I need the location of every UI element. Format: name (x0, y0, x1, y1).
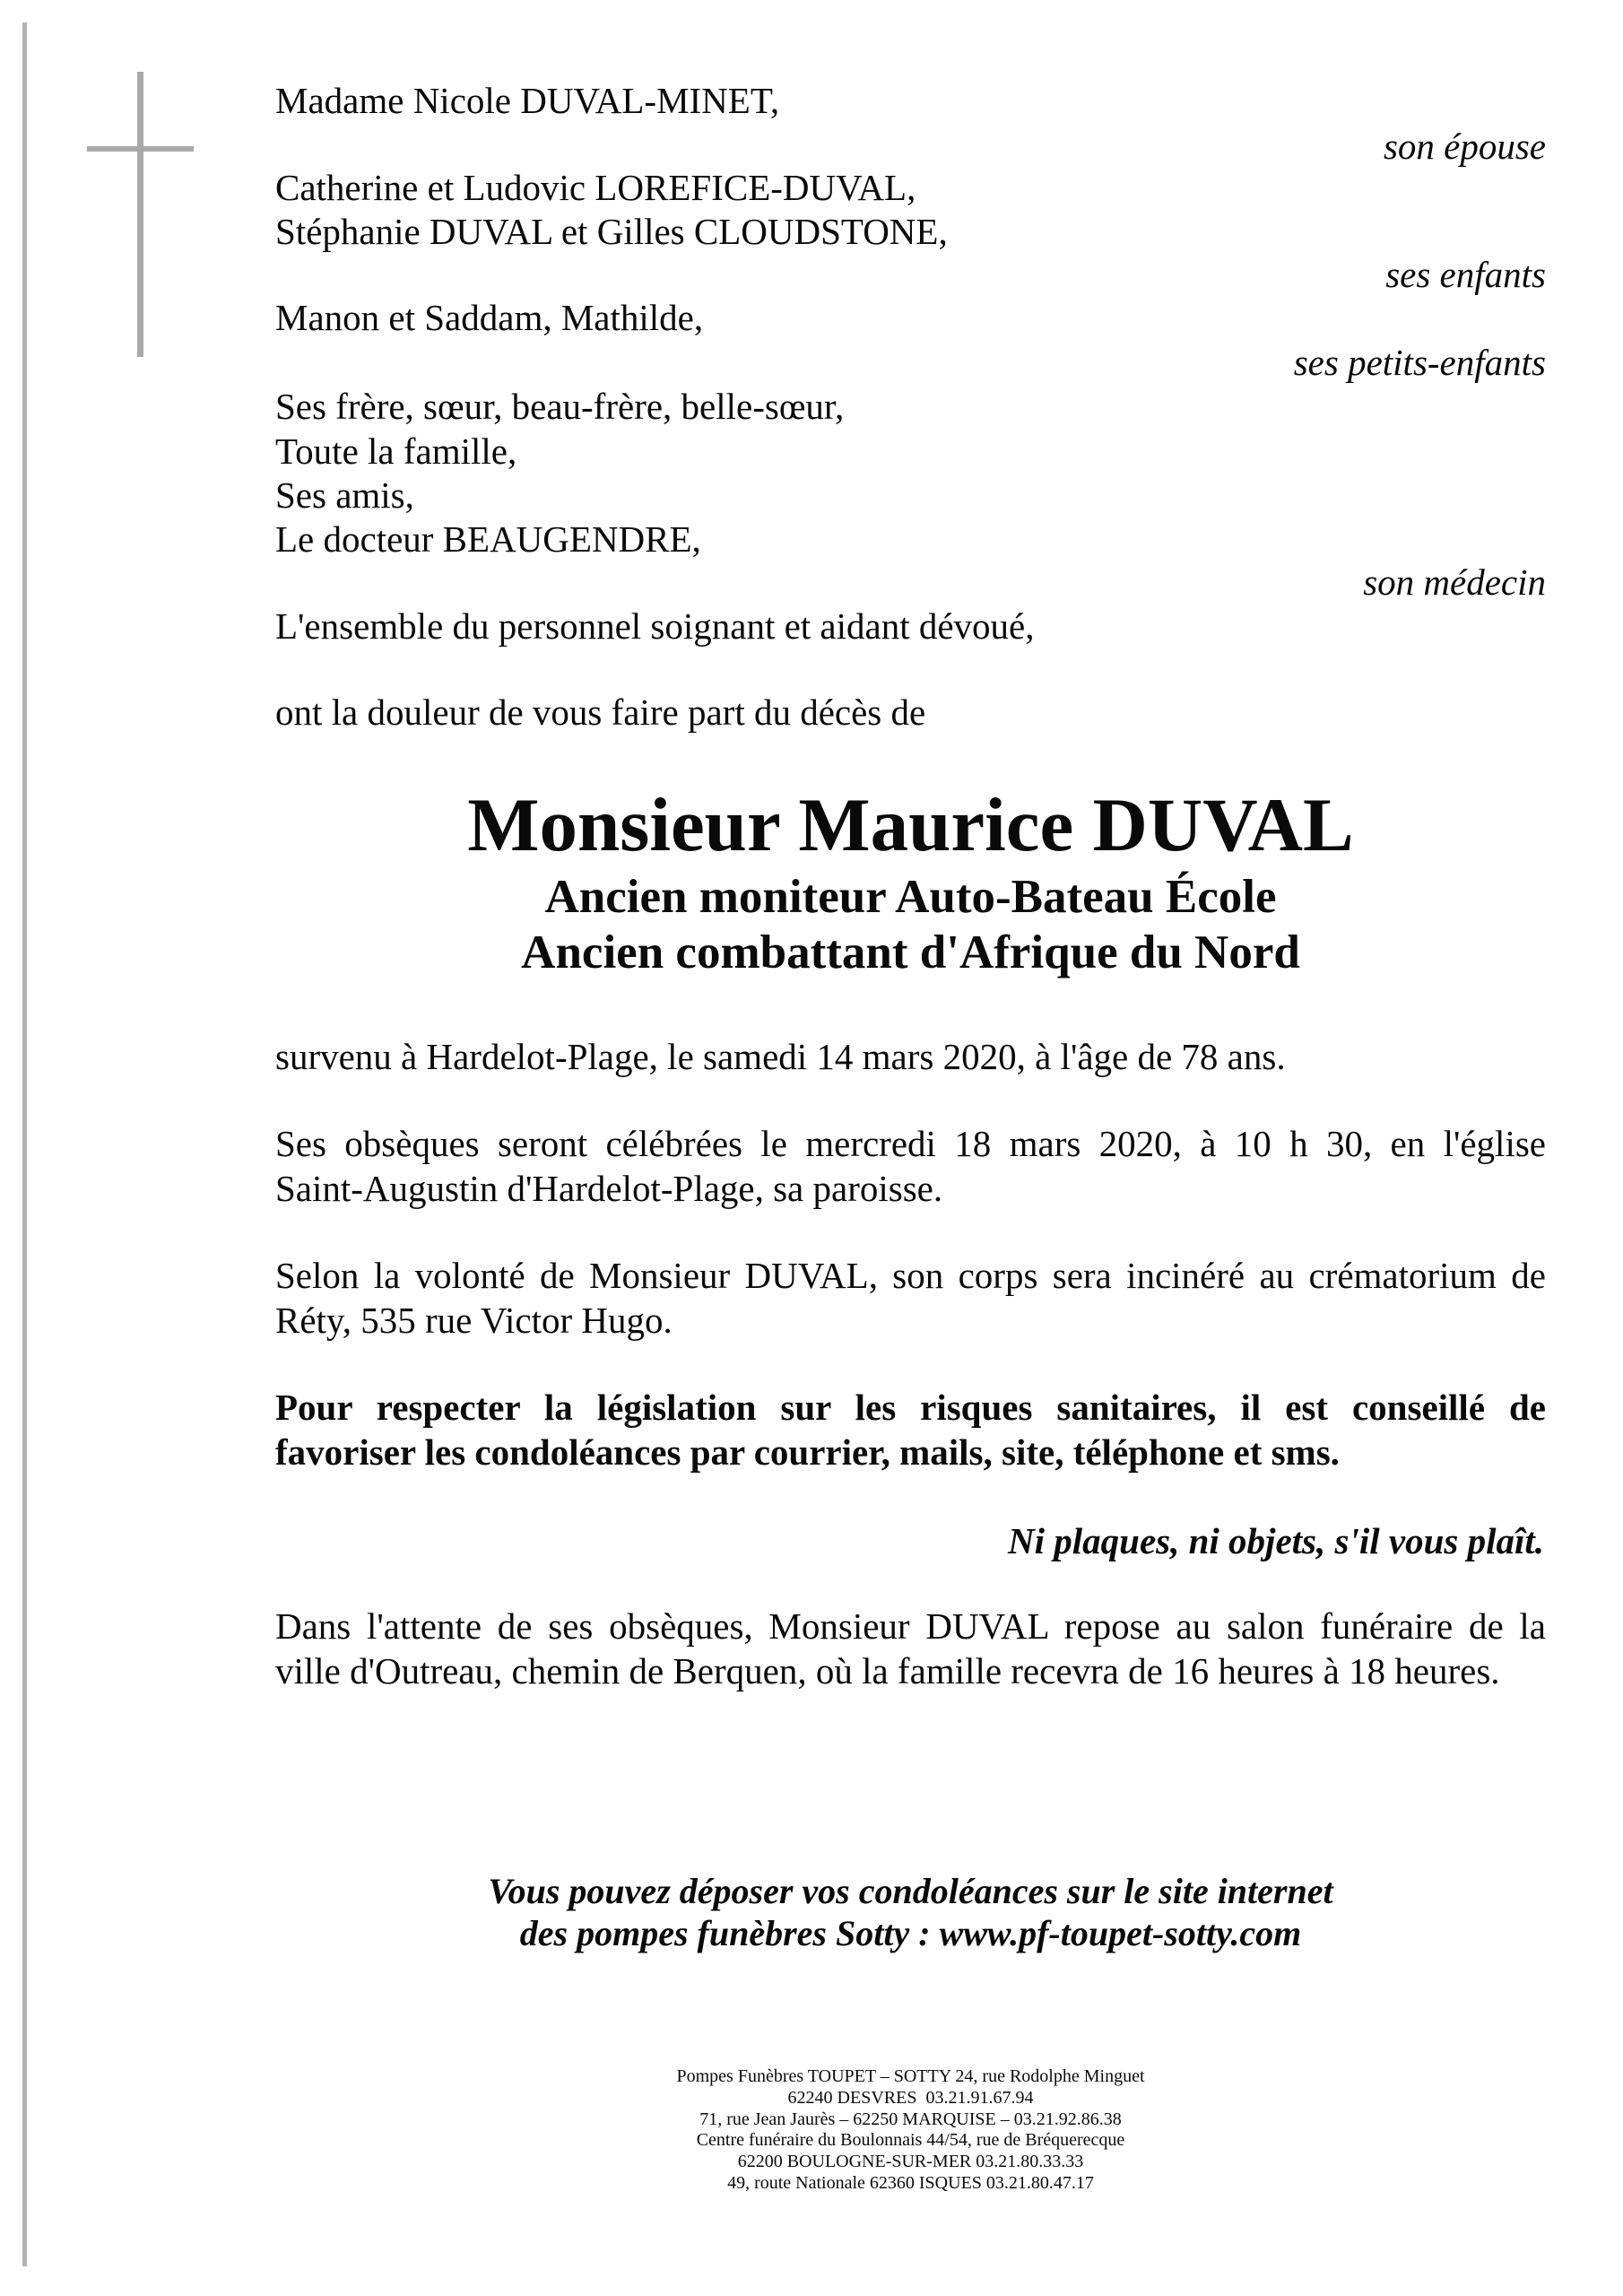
footer-line: 62200 BOULOGNE-SUR-MER 03.21.80.33.33 (737, 2152, 1084, 2172)
family-member-line: Madame Nicole DUVAL-MINET, (275, 80, 780, 121)
footer-line: 71, rue Jean Jaurès – 62250 MARQUISE – 03.21.92.86.38 (699, 2109, 1122, 2129)
family-member-line: Ses frère, sœur, beau-frère, belle-sœur, (275, 386, 845, 427)
funeral-home-footer (275, 2066, 1546, 2195)
footer-line: 49, route Nationale 62360 ISQUES 03.21.80.47.17 (727, 2172, 1094, 2193)
funeral-paragraph (275, 1122, 1546, 1211)
footer-line: 62240 DESVRES 03.21.91.67.94 (787, 2087, 1034, 2108)
margin-rule (22, 22, 27, 2266)
cross-horizontal-bar (87, 146, 194, 152)
family-member-line: Le docteur BEAUGENDRE, (275, 518, 701, 560)
deceased-name: Monsieur Maurice DUVAL (467, 783, 1354, 867)
paragraph-line: Ses obsèques seront célébrées le mercredi 18 mars 2020, à 10 h 30, en l'église (275, 1123, 1546, 1164)
condolences-notice (275, 1870, 1546, 1954)
family-member-line: Toute la famille, (275, 430, 517, 472)
cross-vertical-bar (137, 72, 143, 357)
relation-label: son médecin (1363, 561, 1546, 603)
family-member-line: L'ensemble du personnel soignant et aidant dévoué, (275, 605, 1035, 647)
announcement-text: ont la douleur de vous faire part du décès de (275, 691, 926, 733)
condolences-line: Vous pouvez déposer vos condoléances sur le site internet (488, 1871, 1333, 1911)
paragraph-line: Selon la volonté de Monsieur DUVAL, son corps sera incinéré au crématorium de (275, 1255, 1546, 1296)
paragraph-line: survenu à Hardelot-Plage, le samedi 14 mars 2020, à l'âge de 78 ans. (275, 1036, 1286, 1077)
cremation-paragraph (275, 1254, 1546, 1343)
paragraph-line: Réty, 535 rue Victor Hugo. (275, 1299, 673, 1341)
paragraph-line: favoriser les condoléances par courrier, mails, site, téléphone et sms. (275, 1431, 1340, 1473)
death-paragraph (275, 1035, 1546, 1080)
condolences-line: des pompes funèbres Sotty : www.pf-toupet-sotty.com (519, 1913, 1302, 1953)
paragraph-line: ville d'Outreau, chemin de Berquen, où la famille recevra de 16 heures à 18 heures. (275, 1649, 1500, 1692)
family-member-line: Stéphanie DUVAL et Gilles CLOUDSTONE, (275, 211, 948, 252)
deceased-title: Ancien moniteur Auto-Bateau École (544, 871, 1277, 923)
paragraph-line: Dans l'attente de ses obsèques, Monsieur DUVAL repose au salon funéraire de la (275, 1605, 1546, 1647)
no-flowers-notice: Ni plaques, ni objets, s'il vous plaît. (1008, 1520, 1544, 1561)
family-member-line: Catherine et Ludovic LOREFICE-DUVAL, (275, 167, 916, 208)
paragraph-line: Pour respecter la législation sur les risques sanitaires, il est conseillé de (275, 1387, 1546, 1428)
paragraph-line: Saint-Augustin d'Hardelot-Plage, sa paroisse. (275, 1167, 943, 1209)
visitation-paragraph (275, 1605, 1546, 1693)
footer-line: Pompes Funèbres TOUPET – SOTTY 24, rue Rodolphe Minguet (676, 2066, 1145, 2086)
family-member-line: Ses amis, (275, 474, 414, 516)
relation-label: ses petits-enfants (1293, 342, 1546, 383)
family-member-line: Manon et Saddam, Mathilde, (275, 297, 704, 338)
relation-label: ses enfants (1385, 254, 1546, 295)
deceased-title: Ancien combattant d'Afrique du Nord (521, 926, 1300, 978)
relation-label: son épouse (1383, 126, 1546, 167)
sanitary-notice (275, 1386, 1546, 1474)
footer-line: Centre funéraire du Boulonnais 44/54, rue de Bréquerecque (696, 2130, 1125, 2151)
